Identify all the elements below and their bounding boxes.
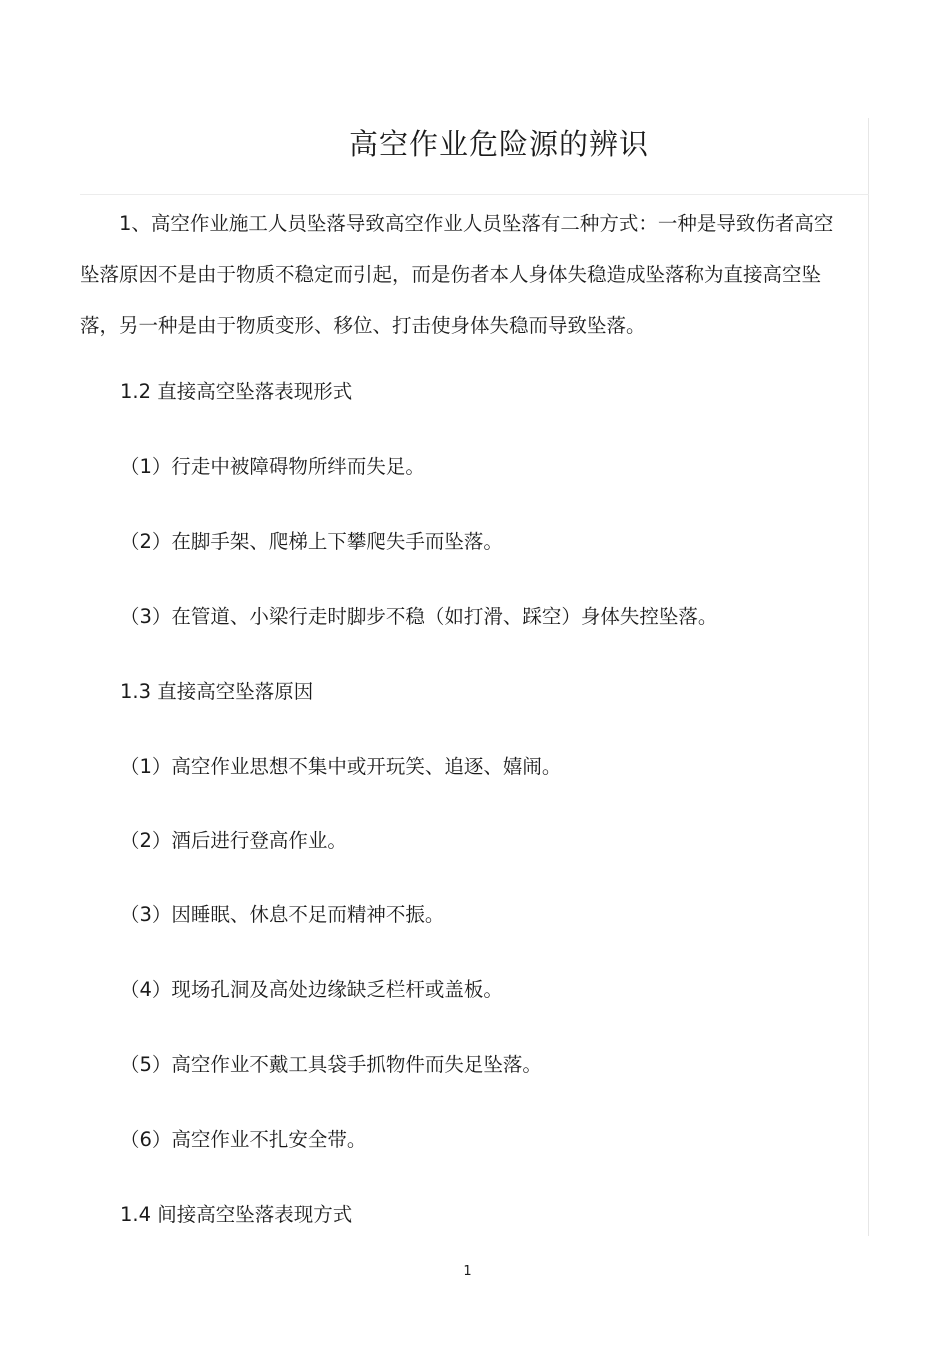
list-item: （3）在管道、小梁行走时脚步不稳（如打滑、踩空）身体失控坠落。	[120, 605, 718, 628]
list-item: （6）高空作业不扎安全带。	[120, 1128, 367, 1151]
section-heading-1-4: 1.4 间接高空坠落表现方式	[120, 1203, 353, 1226]
page-border-right	[868, 118, 869, 1236]
list-item: （2）在脚手架、爬梯上下攀爬失手而坠落。	[120, 530, 503, 553]
list-item: （3）因睡眠、休息不足而精神不振。	[120, 903, 445, 926]
intro-paragraph: 1、高空作业施工人员坠落导致高空作业人员坠落有二种方式：一种是导致伤者高空坠落原因不是由于物质不稳定而引起，而是伤者本人身体失稳造成坠落称为直接高空坠落，另一种是由于物质变形、移位、打击使身体失稳而导致坠落。	[80, 212, 834, 337]
list-item: （2）酒后进行登高作业。	[120, 829, 347, 852]
page-number: 1	[463, 1264, 472, 1279]
list-item: （1）行走中被障碍物所绊而失足。	[120, 455, 425, 478]
list-item: （1）高空作业思想不集中或开玩笑、追逐、嬉闹。	[120, 755, 562, 778]
header-divider	[80, 194, 869, 195]
list-item: （4）现场孔洞及高处边缘缺乏栏杆或盖板。	[120, 978, 503, 1001]
list-item: （5）高空作业不戴工具袋手抓物件而失足坠落。	[120, 1053, 542, 1076]
document-title: 高空作业危险源的辨识	[348, 127, 649, 161]
section-heading-1-2: 1.2 直接高空坠落表现形式	[120, 380, 353, 403]
section-heading-1-3: 1.3 直接高空坠落原因	[120, 680, 314, 703]
